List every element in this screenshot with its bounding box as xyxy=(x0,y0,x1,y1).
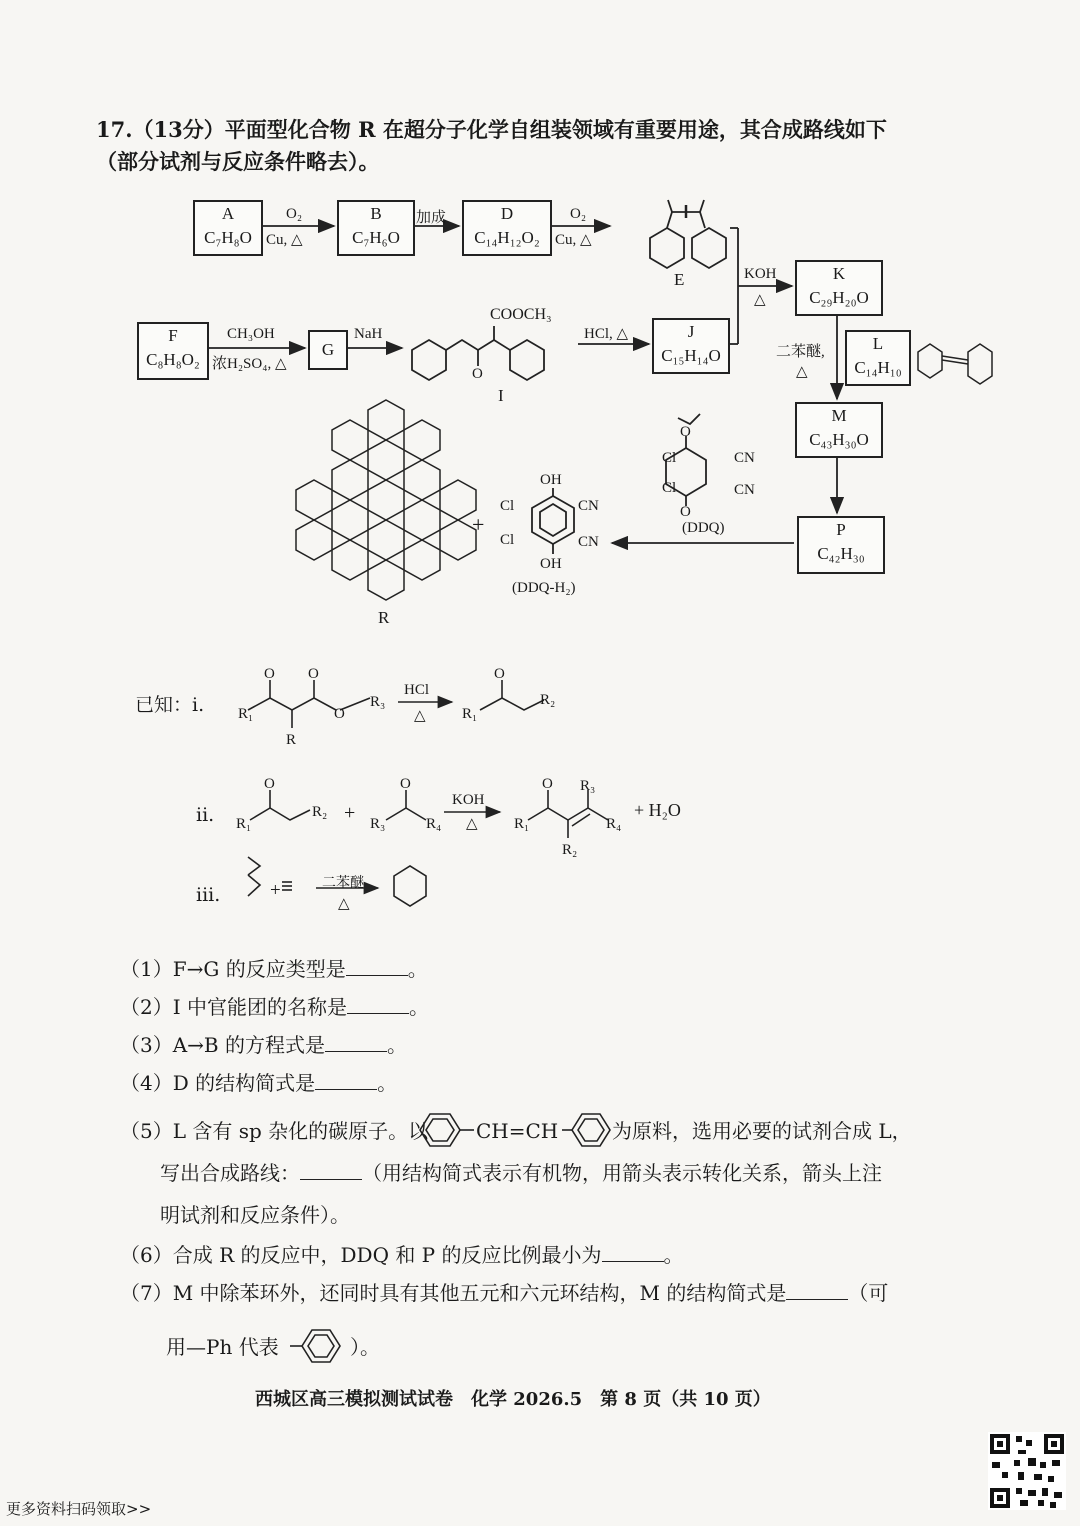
compound-m-formula: C₄₃H₃₀O xyxy=(809,430,869,449)
compound-m-letter: M xyxy=(831,406,847,425)
compound-r-structure xyxy=(296,400,476,600)
answer-blank-4[interactable] xyxy=(315,1071,377,1090)
cond-bd-top: 加成 xyxy=(416,210,447,226)
compound-b-letter: B xyxy=(370,204,382,223)
question-1 xyxy=(120,954,428,984)
question-1-text: （1）F→G 的反应类型是 xyxy=(120,957,346,981)
question-5-text-b: 为原料，选用必要的试剂合成 L， xyxy=(612,1119,912,1143)
ddq-o-bottom: O xyxy=(680,504,691,520)
phenyl-structure xyxy=(288,1326,348,1366)
page-footer: 西城区高三模拟测试试卷 化学 2026.5 第 8 页（共 10 页） xyxy=(255,1389,771,1410)
compound-l-sketch xyxy=(918,344,992,384)
known-ii-o1: O xyxy=(264,776,275,792)
ddq-label: (DDQ) xyxy=(682,520,725,536)
known-iii-ether: 二苯醚 xyxy=(322,876,364,891)
question-3-end: 。 xyxy=(386,1033,407,1057)
compound-a-letter: A xyxy=(221,204,235,223)
known-ii-delta: △ xyxy=(466,816,478,832)
question-7-text-b: （可 xyxy=(848,1281,889,1305)
question-5-text-d: （用结构简式表示有机物，用箭头表示转化关系，箭头上注 xyxy=(362,1161,882,1185)
ddqh2-label: (DDQ-H₂) xyxy=(512,580,576,596)
known-ii-prod-o: O xyxy=(542,776,553,792)
known-iii-label: iii. xyxy=(196,884,221,906)
compound-r-letter: R xyxy=(378,608,390,627)
known-i-prod-r1: R₁ xyxy=(462,706,478,722)
compound-j-letter: J xyxy=(687,322,695,341)
question-5-line1 xyxy=(120,1116,428,1146)
answer-blank-5[interactable] xyxy=(300,1161,362,1180)
question-header: 17.（13分）平面型化合物 R 在超分子化学自组装领域有重要用途，其合成路线如下（部分试剂与反应条件略去）。 xyxy=(96,117,887,174)
stilbene-bridge: CH=CH xyxy=(476,1119,559,1143)
cond-ij-top: HCl, △ xyxy=(584,326,629,342)
compound-e-structure xyxy=(650,200,726,268)
known-i-o3: O xyxy=(334,706,345,722)
question-4-text: （4）D 的结构简式是 xyxy=(120,1071,316,1095)
cond-ab-bot: Cu, △ xyxy=(266,232,303,248)
known-i-r: R xyxy=(286,732,297,748)
known-ii-plus: + xyxy=(344,802,356,824)
known-i-prod-o: O xyxy=(494,666,505,682)
compound-g-letter: G xyxy=(321,340,335,359)
compound-b-formula: C₇H₆O xyxy=(352,228,400,247)
question-6 xyxy=(120,1240,684,1270)
question-2-text: （2）I 中官能团的名称是 xyxy=(120,995,347,1019)
question-4-end: 。 xyxy=(377,1071,398,1095)
compound-j-formula: C₁₅H₁₄O xyxy=(661,346,721,365)
ddq-cn-2: CN xyxy=(734,482,755,498)
cond-km-bot: △ xyxy=(796,364,808,380)
compound-p-letter: P xyxy=(836,520,846,539)
question-7-text: （7）M 中除苯环外，还同时具有其他五元和六元环结构，M 的结构简式是 xyxy=(120,1281,787,1305)
known-i-prod-r2: R₂ xyxy=(540,692,556,708)
ddq-cl-2: Cl xyxy=(662,480,677,496)
answer-blank-3[interactable] xyxy=(325,1033,387,1052)
cond-k-bot: △ xyxy=(754,292,766,308)
known-ii-r2: R₂ xyxy=(312,804,328,820)
ddqh2-cl-1: Cl xyxy=(500,498,515,514)
ddqh2-oh-top: OH xyxy=(540,472,562,488)
compound-i-ketone-o: O xyxy=(472,366,483,382)
answer-blank-6[interactable] xyxy=(602,1243,664,1262)
question-2 xyxy=(120,992,429,1022)
question-5-text-c: 写出合成路线： xyxy=(160,1161,300,1185)
cond-gi-top: NaH xyxy=(354,326,383,342)
compound-k-letter: K xyxy=(832,264,846,283)
known-label: 已知：i. xyxy=(135,694,205,716)
known-ii-label: ii. xyxy=(196,804,215,826)
known-i-o1: O xyxy=(264,666,275,682)
ddq-cl-1: Cl xyxy=(662,450,677,466)
cond-fg-bot: 浓H₂SO₄, △ xyxy=(212,356,287,372)
compound-e-letter: E xyxy=(674,270,685,289)
bottom-promo-link[interactable]: 更多资料扫码领取>> xyxy=(6,1500,152,1518)
known-iii-delta: △ xyxy=(338,896,350,912)
question-1-end: 。 xyxy=(407,957,428,981)
ddq-o-top: O xyxy=(680,424,691,440)
known-ii-o2: O xyxy=(400,776,411,792)
question-5-text-e: 明试剂和反应条件）。 xyxy=(160,1203,350,1227)
compound-d-letter: D xyxy=(500,204,514,223)
ddqh2-oh-bottom: OH xyxy=(540,556,562,572)
known-i-hcl: HCl xyxy=(404,682,430,698)
known-ii-prod-r3: R₃ xyxy=(580,778,596,794)
question-6-end: 。 xyxy=(663,1243,684,1267)
qr-code-icon[interactable] xyxy=(988,1432,1066,1510)
known-i-r3: R₃ xyxy=(370,694,386,710)
cond-de-bot: Cu, △ xyxy=(555,232,592,248)
known-i-delta: △ xyxy=(414,708,426,724)
known-ii-water: + H₂O xyxy=(634,800,681,820)
question-7-text-d: ）。 xyxy=(350,1335,380,1359)
compound-p-formula: C₄₂H₃₀ xyxy=(817,544,865,563)
ddq-cn-1: CN xyxy=(734,450,755,466)
known-ii-r1: R₁ xyxy=(236,816,252,832)
question-6-text: （6）合成 R 的反应中，DDQ 和 P 的反应比例最小为 xyxy=(120,1243,602,1267)
cond-fg-top: CH₃OH xyxy=(227,326,275,342)
question-3-text: （3）A→B 的方程式是 xyxy=(120,1033,325,1057)
compound-a-formula: C₇H₈O xyxy=(204,228,252,247)
cond-de-top: O₂ xyxy=(570,206,587,222)
answer-blank-2[interactable] xyxy=(347,995,409,1014)
compound-f-letter: F xyxy=(168,326,178,345)
compound-k-formula: C₂₉H₂₀O xyxy=(809,288,869,307)
compound-d-formula: C₁₄H₁₂O₂ xyxy=(474,228,540,247)
known-ii-r4: R₄ xyxy=(426,816,442,832)
cond-km-top: 二苯醚, xyxy=(776,344,825,360)
ddqh2-cn-2: CN xyxy=(578,534,599,550)
ddqh2-cl-2: Cl xyxy=(500,532,515,548)
ddqh2-cn-1: CN xyxy=(578,498,599,514)
known-ii-r3: R₃ xyxy=(370,816,386,832)
question-5-line2 xyxy=(160,1158,882,1188)
compound-f-formula: C₈H₈O₂ xyxy=(146,350,200,369)
known-iii-plus: + xyxy=(270,880,281,901)
answer-blank-1[interactable] xyxy=(346,957,408,976)
cond-k-top: KOH xyxy=(744,266,777,282)
question-4 xyxy=(120,1068,397,1098)
question-5-text-a: （5）L 含有 sp 杂化的碳原子。以 xyxy=(120,1119,429,1143)
answer-blank-7[interactable] xyxy=(786,1281,848,1300)
known-reactions-graphics xyxy=(230,660,750,920)
known-ii-koh: KOH xyxy=(452,792,485,808)
known-ii-prod-r2: R₂ xyxy=(562,842,578,858)
known-i-r1: R₁ xyxy=(238,706,254,722)
question-2-end: 。 xyxy=(408,995,429,1019)
compound-l-letter: L xyxy=(872,334,884,353)
compound-i-letter: I xyxy=(498,386,504,405)
known-ii-prod-r1: R₁ xyxy=(514,816,530,832)
cond-ab-top: O₂ xyxy=(286,206,303,222)
question-3 xyxy=(120,1030,407,1060)
compound-l-formula: C₁₄H₁₀ xyxy=(854,358,902,377)
compound-i-group: COOCH₃ xyxy=(490,306,552,323)
question-7 xyxy=(120,1278,888,1308)
known-ii-prod-r4: R₄ xyxy=(606,816,622,832)
known-i-o2: O xyxy=(308,666,319,682)
ddq-h2-structure xyxy=(532,488,574,554)
plus-sign: + xyxy=(472,512,485,537)
question-7-text-c: 用—Ph 代表 xyxy=(166,1335,279,1359)
